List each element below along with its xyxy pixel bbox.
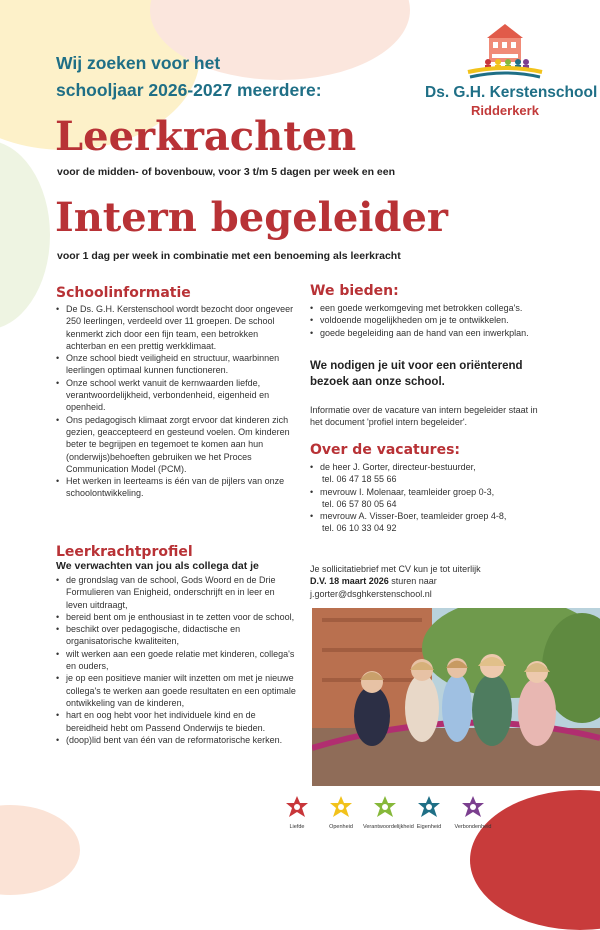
contact-item <box>310 486 550 511</box>
eigenheid-icon <box>415 794 443 822</box>
list-item: • Onze school biedt veiligheid en structuur, waarbinnen leerlingen optimaal kunnen functioneren. <box>56 352 296 377</box>
intro-text: Wij zoeken voor het schooljaar 2026-2027 meerdere: <box>56 53 322 100</box>
list-item: • Het werken in leerteams is één van de pijlers van onze schoolontwikkeling. <box>56 475 296 500</box>
value-openheid: Openheid <box>319 794 363 830</box>
list-item: • Onze school werkt vanuit de kernwaarden liefde, verantwoordelijkheid, verbondenheid, eigenheid en openheid. <box>56 377 296 414</box>
contact-phone[interactable]: tel. 06 57 80 05 64 <box>322 498 397 509</box>
headline-leerkrachten-sub: voor de midden- of bovenbouw, voor 3 t/m 5 dagen per week en een <box>57 166 396 178</box>
apply-line: Je sollicitatiebrief met CV kun je tot uiterlijk <box>310 564 481 574</box>
value-liefde: Liefde <box>275 794 319 830</box>
list-item: • hart en oog hebt voor het individuele kind en de bereidheid hebt om Passend Onderwijs te bieden. <box>56 709 296 734</box>
apply-email[interactable]: j.gorter@dsghkerstenschool.nl <box>310 588 432 599</box>
list-item: • een goede werkomgeving met betrokken collega's. <box>310 302 550 314</box>
contact-name: de heer J. Gorter, directeur-bestuurder, <box>320 462 476 472</box>
section-title-over-de-vacatures: Over de vacatures: <box>310 442 461 458</box>
contact-phone[interactable]: tel. 06 47 18 55 66 <box>322 474 397 485</box>
core-values <box>275 794 495 846</box>
verbondenheid-icon <box>459 794 487 822</box>
list-item: • goede begeleiding aan de hand van een inwerkplan. <box>310 327 550 339</box>
verantwoordelijkheid-icon <box>371 794 399 822</box>
section-title-schoolinformatie: Schoolinformatie <box>56 285 191 301</box>
school-logo <box>425 22 598 118</box>
list-item: • je op een positieve manier wilt inzetten om met je nieuwe collega's te werken aan goede resultaten en een optimale ontwikkeling van de kinderen, <box>56 672 296 709</box>
value-verbondenheid: Verbondenheid <box>451 794 495 830</box>
list-item: • bereid bent om je enthousiast in te zetten voor de school, <box>56 611 296 623</box>
contact-name: mevrouw I. Molenaar, teamleider groep 0-3, <box>320 486 495 497</box>
headline-intern-begeleider-sub: voor 1 dag per week in combinatie met een benoeming als leerkracht <box>57 250 401 262</box>
value-eigenheid: Eigenheid <box>407 794 451 830</box>
section-title-leerkrachtprofiel: Leerkrachtprofiel <box>56 544 193 560</box>
profiel-intro: We verwachten van jou als collega dat je <box>56 560 259 572</box>
profiel-list <box>56 574 296 746</box>
value-verantwoordelijkheid: Verantwoordelijkheid <box>363 794 407 830</box>
school-name: Ds. G.H. Kerstenschool <box>425 84 598 101</box>
decor-blob-green <box>0 140 50 330</box>
bieden-list <box>310 302 550 339</box>
decor-blob-peach <box>0 805 80 895</box>
school-building-icon <box>462 22 548 80</box>
list-item: • De Ds. G.H. Kerstenschool wordt bezocht door ongeveer 250 leerlingen, verdeeld over 11 groepen. De school kenmerkt zich door een fijn team, een betrokken achterban en een prettig werkklimaat. <box>56 303 296 352</box>
list-item: • voldoende mogelijkheden om je te ontwikkelen. <box>310 314 550 326</box>
list-item: • (doop)lid bent van één van de reformatorische kerken. <box>56 734 296 746</box>
list-item: • Ons pedagogisch klimaat zorgt ervoor dat kinderen zich gezien, geaccepteerd en gesteund voelen. Om kinderen beter te begrijpen en tegemoet te komen aan hun (onderwijs)behoeften gebruiken we het Proces Communication Model (PCM). <box>56 414 296 475</box>
contact-item <box>310 510 550 535</box>
school-city: Ridderkerk <box>471 103 539 118</box>
list-item: • wilt werken aan een goede relatie met kinderen, collega's en ouders, <box>56 648 296 673</box>
info-text: Informatie over de vacature van intern begeleider staat in het document 'profiel intern begeleider'. <box>310 405 538 428</box>
headline-intern-begeleider: Intern begeleider <box>55 194 448 241</box>
contact-name: mevrouw A. Visser-Boer, teamleider groep 4-8, <box>320 511 507 522</box>
children-photo <box>312 608 600 786</box>
headline-leerkrachten: Leerkrachten <box>55 113 357 160</box>
schoolinfo-list <box>56 303 296 500</box>
apply-deadline: D.V. 18 maart 2026 <box>310 576 389 587</box>
apply-line: sturen naar <box>391 576 437 587</box>
contacts-list <box>310 461 550 535</box>
section-title-we-bieden: We bieden: <box>310 283 399 299</box>
contact-item <box>310 461 550 486</box>
liefde-icon <box>283 794 311 822</box>
contact-phone[interactable]: tel. 06 10 33 04 92 <box>322 523 397 534</box>
list-item: • beschikt over pedagogische, didactische en organisatorische kwaliteiten, <box>56 623 296 648</box>
apply-text <box>310 563 550 600</box>
invite-text: We nodigen je uit voor een oriënterend bezoek aan onze school. <box>310 360 523 388</box>
list-item: • de grondslag van de school, Gods Woord en de Drie Formulieren van Enigheid, onderschrijft en in leer en leven uitdraagt, <box>56 574 296 611</box>
openheid-icon <box>327 794 355 822</box>
